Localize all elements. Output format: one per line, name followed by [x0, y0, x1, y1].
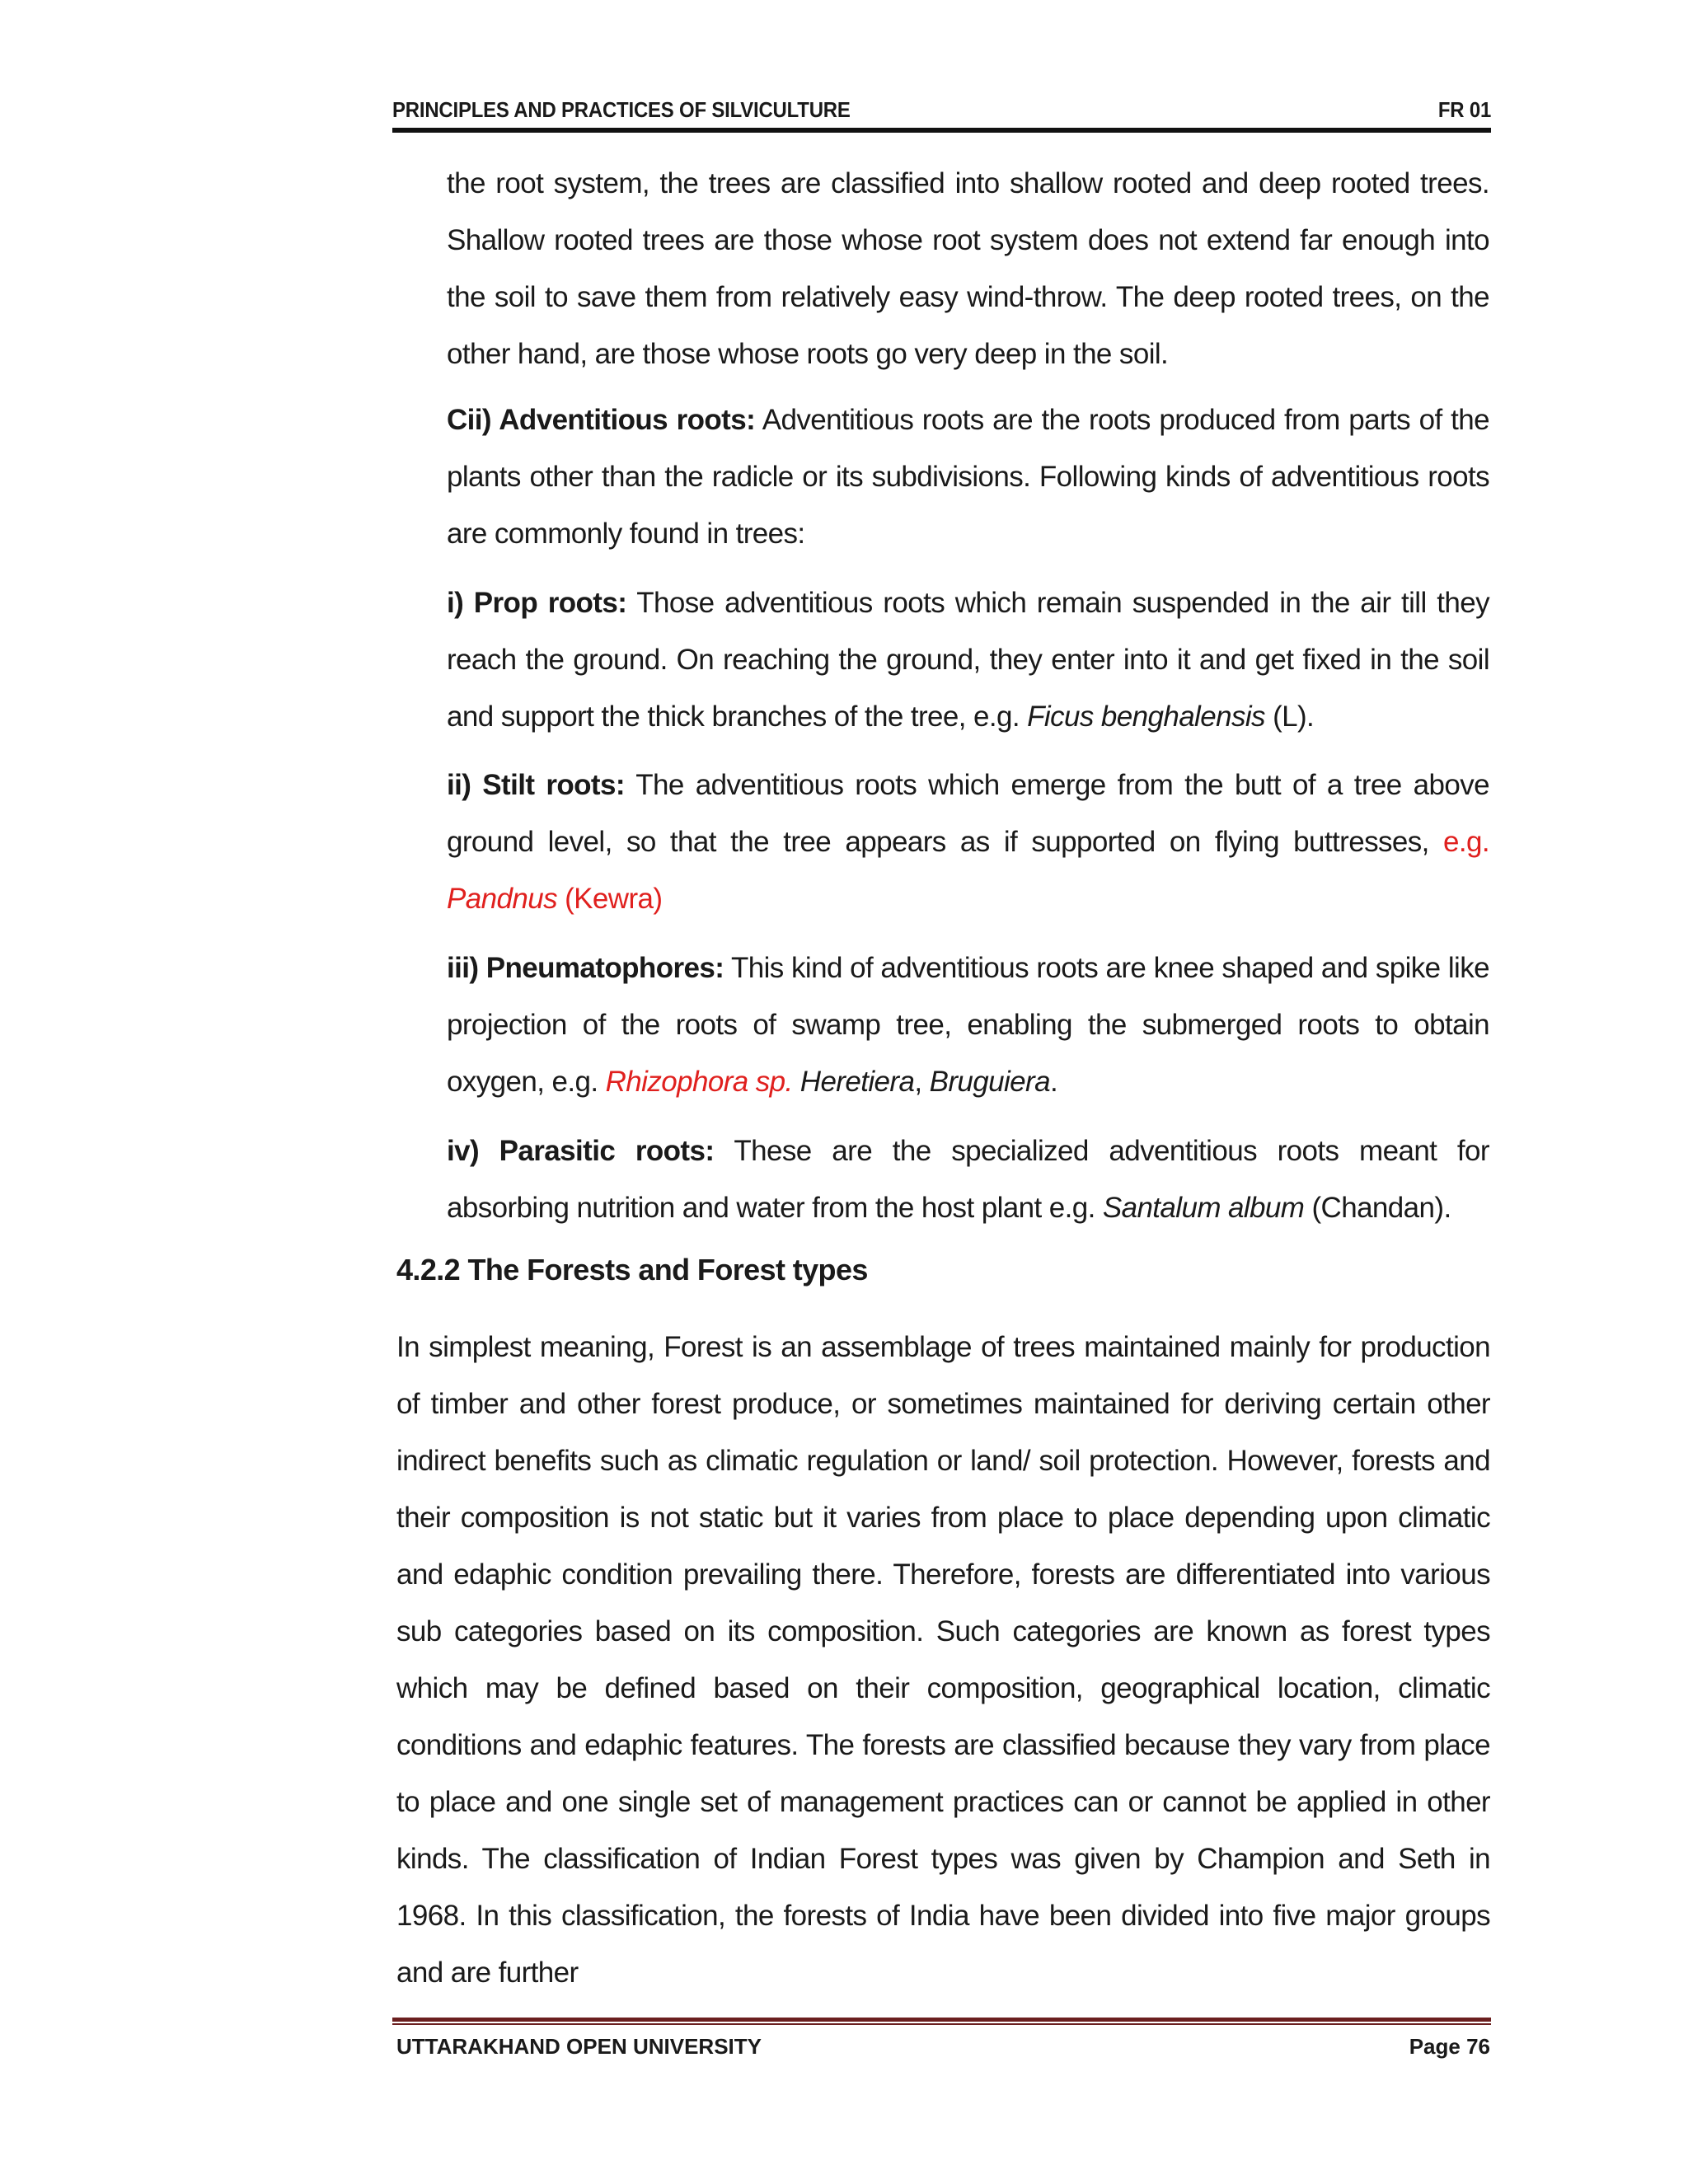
parasitic-roots-label: iv) Parasitic roots: [447, 1135, 715, 1167]
pneumatophores-text: This kind of adventitious roots are knee shaped and spike like projection of the roots of swamp tree, enabling the submerged roots to obtain oxygen, e.g. [447, 952, 1489, 1098]
adventitious-roots-paragraph [447, 391, 1489, 562]
parasitic-roots-species: Santalum album [1102, 1192, 1305, 1224]
adventitious-roots-label: Cii) Adventitious roots: [447, 404, 756, 436]
stilt-roots-eg: e.g. [1443, 826, 1489, 858]
pneumatophores-paragraph [447, 940, 1489, 1110]
parasitic-roots-paragraph [447, 1122, 1489, 1236]
page-header [392, 97, 1492, 123]
pneumatophores-species-3: Bruguiera [929, 1066, 1050, 1098]
prop-roots-label: i) Prop roots: [447, 587, 627, 619]
header-rule [392, 128, 1491, 133]
header-code: FR 01 [1437, 97, 1492, 122]
stilt-roots-tail: (Kewra) [556, 883, 663, 915]
prop-roots-paragraph [447, 574, 1489, 745]
prop-roots-text: Those adventitious roots which remain suspended in the air till they reach the ground. On reaching the ground, they enter into it and get fixed in the soil and support the thick branches of the tree, e.g. [447, 587, 1489, 733]
header-title: PRINCIPLES AND PRACTICES OF SILVICULTURE [392, 97, 851, 122]
root-system-paragraph: the root system, the trees are classified into shallow rooted and deep rooted trees. Shallow rooted trees are those whose root system does not extend far enough into the soil to save them from relatively easy wind-throw. The deep rooted trees, on the other hand, are those whose roots go very deep in the soil. [447, 167, 1489, 370]
forests-paragraph: In simplest meaning, Forest is an assemblage of trees maintained mainly for production of timber and other forest produce, or sometimes maintained for deriving certain other indirect benefits such as climatic regulation or land/ soil protection. However, forests and their composition is not static but it varies from place to place depending upon climatic and edaphic condition prevailing there. Therefore, forests are differentiated into various sub categories based on its composition. Such categories are known as forest types which may be defined based on their composition, geographical location, climatic conditions and edaphic features. The forests are classified because they vary from place to place and one single set of management practices can or cannot be applied in other kinds. The classification of Indian Forest types was given by Champion and Seth in 1968. In this classification, the forests of India have been divided into five major groups and are further [396, 1331, 1490, 1989]
prop-roots-species: Ficus benghalensis [1027, 701, 1265, 733]
pneumatophores-sep: , [914, 1066, 930, 1098]
pneumatophores-tail: . [1049, 1066, 1058, 1098]
pneumatophores-species-2: Heretiera [799, 1066, 915, 1098]
parasitic-roots-text: These are the specialized adventitious roots meant for absorbing nutrition and water from the host plant e.g. [447, 1135, 1489, 1224]
footer-rule-thin [392, 2023, 1491, 2025]
stilt-roots-paragraph [447, 757, 1489, 927]
page-number: Page 76 [1409, 2034, 1490, 2059]
footer-rule [392, 2018, 1491, 2022]
pneumatophores-species-red: Rhizophora sp. [605, 1066, 793, 1098]
prop-roots-tail: (L). [1264, 701, 1315, 733]
footer-university: UTTARAKHAND OPEN UNIVERSITY [396, 2034, 762, 2059]
page-footer [396, 2034, 1490, 2060]
stilt-roots-label: ii) Stilt roots: [447, 769, 625, 801]
stilt-roots-species: Pandnus [447, 883, 557, 915]
pneumatophores-label: iii) Pneumatophores: [447, 952, 724, 984]
stilt-roots-text: The adventitious roots which emerge from the butt of a tree above ground level, so that the tree appears as if supported on flying buttresses, [447, 769, 1489, 858]
section-heading: 4.2.2 The Forests and Forest types [396, 1253, 868, 1286]
parasitic-roots-tail: (Chandan). [1304, 1192, 1451, 1224]
adventitious-roots-text: Adventitious roots are the roots produced from parts of the plants other than the radicle or its subdivisions. Following kinds of adventitious roots are commonly found in trees: [447, 404, 1489, 550]
